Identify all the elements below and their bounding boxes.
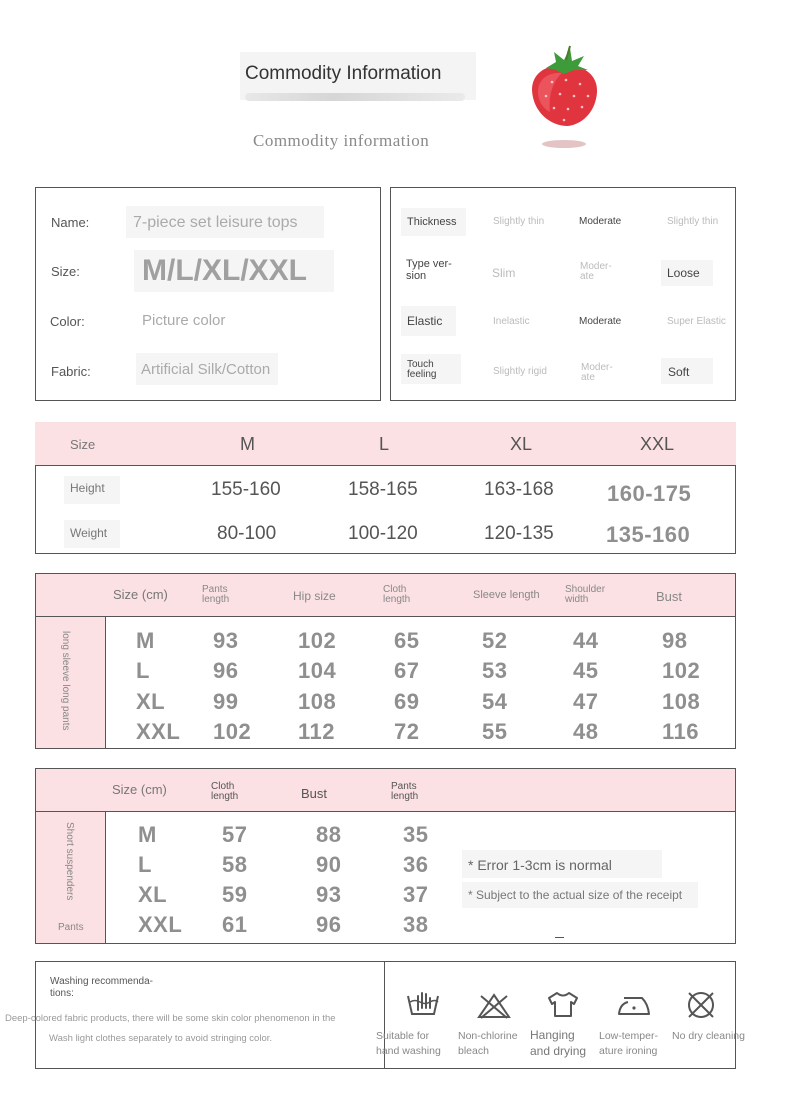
touch-opt2-line2: ate [581,372,595,383]
hand-wash-label-l2: hand washing [376,1045,441,1057]
type-opt2-line2: ate [580,271,594,282]
short-row-2-cloth: 58 [222,852,248,877]
short-row-2-size: L [138,852,152,877]
hand-wash-icon [406,990,440,1018]
long-header-shoulder-l1: Shoulder [565,584,606,595]
long-row-2-size: L [136,658,150,683]
long-header-shoulder-l2: width [565,594,589,605]
thickness-label: Thickness [407,216,457,228]
short-row-4-bust: 96 [316,912,342,937]
short-row-1-pants: 35 [403,822,429,847]
touch-opt2 [581,363,613,383]
page-subtitle: Commodity information [253,131,430,150]
no-dry-clean-label: No dry cleaning [672,1030,745,1042]
type-opt2 [580,262,612,282]
thickness-opt2: Moderate [579,216,622,227]
height-l: 158-165 [348,479,418,500]
size-col-l: L [379,434,390,454]
fabric-label: Fabric: [51,364,91,379]
short-table-side [36,812,106,943]
hand-wash-label-l1: Suitable for [376,1030,430,1042]
long-row-1-bust: 98 [662,628,688,653]
iron-low-icon [616,992,652,1018]
long-row-3-pants: 99 [213,689,239,714]
long-row-4-hip: 112 [298,719,335,744]
size-value: M/L/XL/XXL [142,254,307,287]
long-row-2-sleeve: 53 [482,658,508,683]
iron-label-l1: Low-temper- [599,1030,658,1042]
long-row-3-bust: 108 [662,689,701,714]
long-row-1-size: M [136,628,155,653]
hand-wash-label [376,1029,441,1059]
long-header-sleeve: Sleeve length [473,589,540,601]
long-row-2-bust: 102 [662,658,701,683]
type-label [406,258,452,282]
short-row-1-size: M [138,822,157,847]
type-opt3: Loose [667,266,700,280]
long-row-4-size: XXL [136,719,181,744]
size-col-m: M [240,434,255,454]
weight-xl: 120-135 [484,523,554,544]
short-row-4-size: XXL [138,912,183,937]
weight-l: 100-120 [348,523,418,544]
long-row-3-cloth: 69 [394,689,420,714]
washing-line2: Wash light clothes separately to avoid stringing color. [49,1033,273,1044]
long-row-4-sleeve: 55 [482,719,508,744]
washing-title [50,976,153,1000]
washing-line1: Deep-colored fabric products, there will be some skin color phenomenon in the [5,1013,336,1024]
long-row-2-pants: 96 [213,658,239,683]
long-sleeve-side [36,617,106,748]
weight-label: Weight [70,526,108,540]
long-row-2-shoulder: 45 [573,658,599,683]
divider-mark [555,937,564,938]
attributes-box [390,187,736,401]
type-opt1: Slim [492,266,516,280]
short-row-2-bust: 90 [316,852,342,877]
iron-label-l2: ature ironing [599,1045,658,1057]
short-side-label: Short suspenders [64,822,75,901]
short-row-3-cloth: 59 [222,882,248,907]
long-header-pants [202,585,229,605]
size-col-xl: XL [510,434,533,454]
short-row-2-pants: 36 [403,852,429,877]
touch-label-line2: feeling [407,369,437,380]
size-note-error: * Error 1-3cm is normal [468,857,612,873]
type-opt2-line1: Moder- [580,261,612,272]
long-row-1-hip: 102 [298,628,337,653]
long-row-1-shoulder: 44 [573,628,599,653]
iron-label [599,1029,658,1059]
washing-title-l1: Washing recommenda- [50,976,154,987]
short-row-1-bust: 88 [316,822,342,847]
short-side-label2: Pants [58,922,84,933]
short-header-cloth-l2: length [211,791,239,802]
no-dry-clean-icon [686,990,716,1020]
hang-dry-label-l1: Hanging [530,1028,575,1042]
height-xxl: 160-175 [607,481,692,506]
thickness-opt3: Slightly thin [667,216,719,227]
elastic-opt1: Inelastic [493,316,530,327]
short-row-1-cloth: 57 [222,822,248,847]
long-header-shoulder [565,585,605,605]
short-header-cloth [211,782,238,802]
hang-dry-label [530,1027,586,1059]
hang-dry-label-l2: and drying [530,1044,587,1058]
size-header-label: Size [70,437,96,452]
elastic-opt2: Moderate [579,316,622,327]
touch-label-line1: Touch [407,359,434,370]
long-row-1-pants: 93 [213,628,239,653]
long-header-hip: Hip size [293,589,336,603]
long-header-pants-l2: length [202,594,230,605]
hang-dry-icon [545,990,581,1018]
long-row-4-cloth: 72 [394,719,420,744]
height-xl: 163-168 [484,479,554,500]
long-header-cloth-l1: Cloth [383,584,407,595]
long-header-bust: Bust [656,589,683,604]
short-row-3-bust: 93 [316,882,342,907]
short-size-label: Size (cm) [112,782,167,797]
name-value: 7-piece set leisure tops [133,214,298,231]
elastic-opt3: Super Elastic [667,316,726,327]
long-row-2-cloth: 67 [394,658,420,683]
thickness-opt1: Slightly thin [493,216,545,227]
washing-title-l2: tions: [50,988,74,999]
long-row-3-hip: 108 [298,689,337,714]
short-header-pants-l2: length [391,791,419,802]
long-row-4-bust: 116 [662,719,699,744]
touch-opt2-line1: Moder- [581,362,613,373]
short-row-3-pants: 37 [403,882,429,907]
weight-m: 80-100 [217,523,277,544]
long-row-1-cloth: 65 [394,628,420,653]
long-row-1-sleeve: 52 [482,628,508,653]
short-header-pants [391,782,418,802]
size-col-xxl: XXL [640,434,675,454]
short-table-header [36,769,735,812]
long-header-cloth-l2: length [383,594,411,605]
short-header-cloth-l1: Cloth [211,781,235,792]
touch-opt3: Soft [668,365,690,379]
size-table-body [35,465,736,554]
height-m: 155-160 [211,479,281,500]
no-bleach-label-l1: Non-chlorine [458,1030,518,1042]
long-row-2-hip: 104 [298,658,337,683]
height-label: Height [70,481,105,495]
long-sleeve-table-header [36,574,735,617]
color-value: Picture color [142,312,226,329]
weight-xxl: 135-160 [606,522,691,547]
long-row-3-shoulder: 47 [573,689,599,714]
strawberry-icon [524,42,604,154]
fabric-value: Artificial Silk/Cotton [141,361,271,378]
name-label: Name: [51,215,90,230]
touch-opt1: Slightly rigid [493,366,547,377]
no-bleach-icon [476,992,512,1020]
color-label: Color: [50,314,85,329]
type-label-line2: sion [406,270,427,282]
short-header-pants-l1: Pants [391,781,417,792]
long-row-3-sleeve: 54 [482,689,508,714]
page-title: Commodity Information [245,63,442,84]
no-bleach-label [458,1029,518,1059]
long-size-label: Size (cm) [113,587,168,602]
short-row-4-cloth: 61 [222,912,248,937]
size-table-header [35,422,736,465]
header-decoration [245,93,465,101]
long-side-label: long sleeve long pants [60,631,71,731]
product-info-box [35,187,381,401]
size-label: Size: [51,264,80,279]
long-row-4-shoulder: 48 [573,719,599,744]
long-header-pants-l1: Pants [202,584,228,595]
no-bleach-label-l2: bleach [458,1045,489,1057]
touch-label [407,360,436,380]
elastic-label: Elastic [407,314,443,328]
size-note-receipt: * Subject to the actual size of the receipt [468,888,683,902]
long-row-3-size: XL [136,689,166,714]
short-row-3-size: XL [138,882,168,907]
short-header-bust: Bust [301,786,328,801]
type-label-line1: Type ver- [406,258,452,270]
short-row-4-pants: 38 [403,912,429,937]
long-header-cloth [383,585,410,605]
long-row-4-pants: 102 [213,719,252,744]
